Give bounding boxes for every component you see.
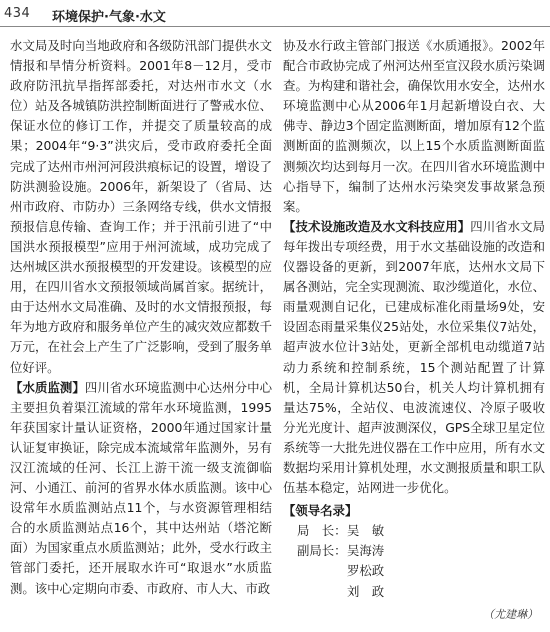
page-number: 434 <box>4 6 31 21</box>
page-header <box>0 0 550 28</box>
leader-row <box>283 582 545 602</box>
paragraph-water-quality <box>10 378 272 599</box>
paragraph-hydro-forecast: 水文局及时向当地政府和各级防汛部门提供水文情报和旱情分析资料。2001年8－12月，受市政府防汛抗旱指挥部委托，对达州市水文（水位）站及各城镇防洪控制断面进行了警戒水位、保证水位的修订工作，并提交了质量较高的成果；2004年“9·3”洪灾后，受市政府委托全面完成了达州市州河河段洪痕标记的设置，增设了防洪测验设施。2006年，新架设了（省局、达州市政府、市防办）三条网络专线，供水文情报预报信息传输、查询工作；并于汛前引进了“中国洪水预报模型”应用于州河流域，成功完成了达州城区洪水预报模型的开发建设。该模型的应用，在四川省水文预报领域尚属首家。据统计，由于达州水文局准确、及时的水文情报预报，每年为地方政府和服务单位产生的减灾效应都数千万元，在社会上产生了广泛影响，受到了服务单位好评。 <box>10 38 272 375</box>
leaders-list <box>283 501 545 601</box>
leader-role: 局 长： <box>297 523 347 539</box>
section-title-water-quality: 【水质监测】 <box>10 379 85 395</box>
right-column <box>283 36 545 602</box>
leader-row <box>283 561 545 581</box>
paragraph-water-report: 协及水行政主管部门报送《水质通报》。2002年配合市政协完成了州河达州至宣汉段水质污染调查。为构建和谐社会，确保饮用水安全，达州水环境监测中心从2006年1月起新增设白衣、大佛寺、静边3个固定监测断面，增加原有12个监测断面的监测频次，以上15个水质监测断面监测频次均达到每月一次。在四川省水环境监测中心指导下，编制了达州水污染突发事故紧急预案。 <box>283 38 545 214</box>
leader-role: 副局长： <box>297 543 347 559</box>
paragraph-tech <box>283 217 545 498</box>
leaders-title-row <box>283 501 545 521</box>
author-credit: （尤建琳） <box>483 608 538 621</box>
running-title: 环境保护·气象·水文 <box>52 10 166 25</box>
leader-name: 吴 敏 <box>347 523 385 539</box>
leader-name: 罗松政 <box>347 563 385 579</box>
leader-row <box>283 541 545 561</box>
paragraph-water-quality-text: 四川省水环境监测中心达州分中心主要担负着渠江流域的常年水环境监测，1995年获国家计量认证资格，2000年通过国家计量认证复审换证，除完成本流域常年监测外，另有汉江流域的任河、长江上游干流一级支流御临河、小通江、前河的省界水体水质监测。该中心设常年水质监测站点11个，与水资源管理相结合的水质监测站点16个，其中达州站（塔沱断面）为国家重点水质监测站；此外，受水行政主管部门委托，还开展取水许可“取退水”水质监测。该中心定期向市委、市政府、市人大、市政 <box>10 379 273 596</box>
paragraph-tech-text: 四川省水文局每年拨出专项经费，用于水文基础设施的改造和仪器设备的更新，到2007年底，达州水文局下属各测站，完全实现测流、取沙缆道化，水位、雨量观测自记化，已建成标准化雨量场9处，安设固态雨量采集仪25站处，水位采集仪7站处，超声波水位计3站处，更新全部机电动缆道7站动力系统和控制系统，15个测站配置了计算机，全局计算机达50台，机关人均计算机拥有量达75%，全站仪、电波流速仪、冷原子吸收分光光度计、超声波测深仪，GPS全球卫星定位系统等一大批先进仪器在工作中应用，所有水文数据均采用计算机处理，水文测报质量和职工队伍基本稳定，站网进一步优化。 <box>283 218 546 496</box>
leader-name: 刘 政 <box>347 583 385 599</box>
header-rule <box>0 26 550 27</box>
leader-row <box>283 521 545 541</box>
left-column <box>10 36 272 599</box>
section-title-leaders: 【领导名录】 <box>283 503 358 519</box>
leader-name: 吴海涛 <box>347 543 385 559</box>
section-title-tech: 【技术设施改造及水文科技应用】 <box>283 218 471 234</box>
